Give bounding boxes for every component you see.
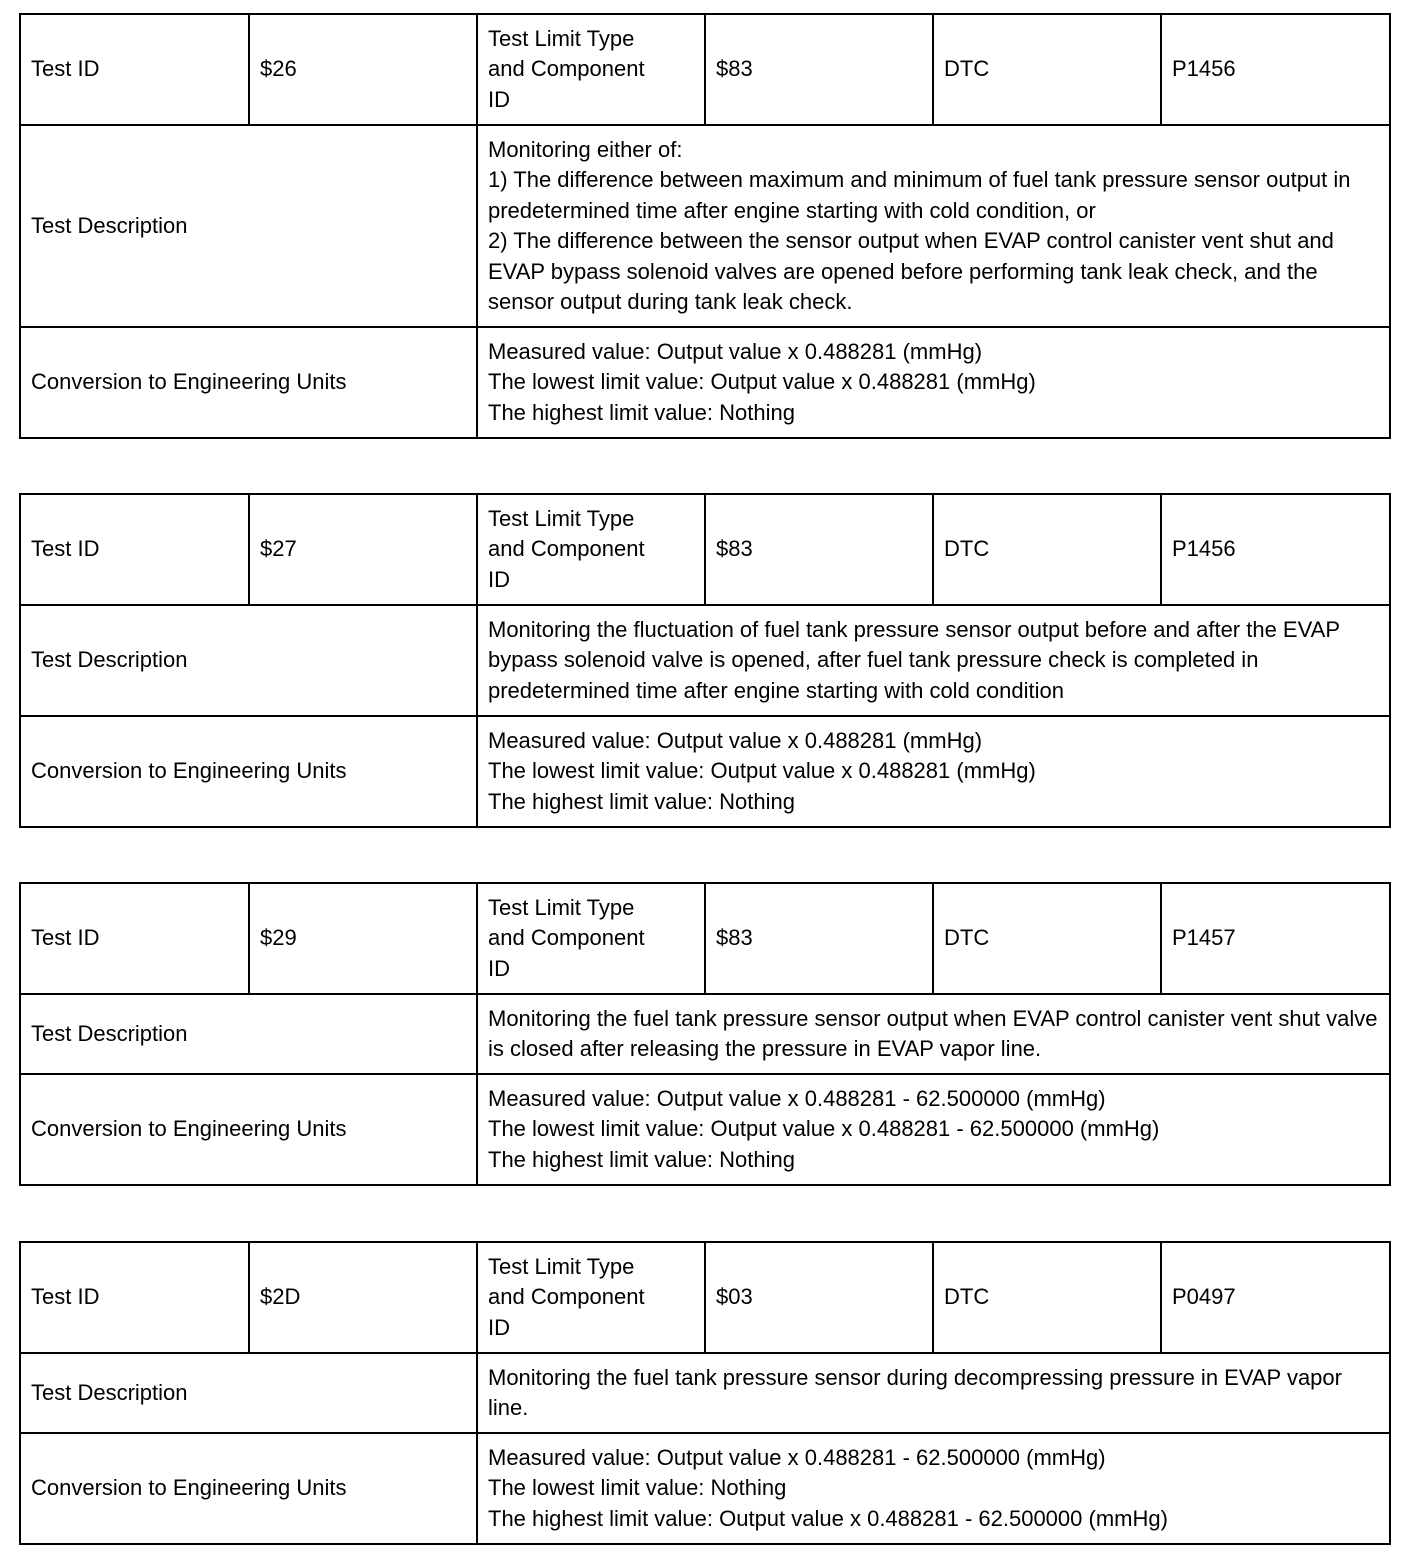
highest-limit-line: The highest limit value: Nothing: [488, 1146, 795, 1172]
dtc-label: DTC: [933, 883, 1161, 994]
description-row: [20, 605, 1390, 716]
test-id-value: $29: [249, 883, 477, 994]
conversion-label: Conversion to Engineering Units: [20, 716, 477, 827]
measured-value-line: Measured value: Output value x 0.488281 - 62.500000 (mmHg): [488, 1085, 1106, 1111]
limit-type-value: $83: [705, 14, 933, 125]
dtc-value: P1456: [1161, 14, 1390, 125]
test-id-value: $26: [249, 14, 477, 125]
limit-type-label: Test Limit Type and Component ID: [477, 494, 705, 605]
test-id-value: $2D: [249, 1242, 477, 1353]
conversion-value: [477, 716, 1390, 827]
limit-type-value: $83: [705, 883, 933, 994]
test-table-3: [19, 882, 1391, 1186]
test-description-value: Monitoring the fuel tank pressure sensor during decompressing pressure in EVAP vapor line.: [477, 1353, 1390, 1433]
header-row: [20, 1242, 1390, 1353]
test-table-1: [19, 13, 1391, 439]
description-row: [20, 1353, 1390, 1433]
limit-type-label: Test Limit Type and Component ID: [477, 1242, 705, 1353]
conversion-value: [477, 327, 1390, 438]
header-row: [20, 14, 1390, 125]
dtc-value: P1456: [1161, 494, 1390, 605]
test-id-value: $27: [249, 494, 477, 605]
test-description-label: Test Description: [20, 1353, 477, 1433]
highest-limit-line: The highest limit value: Nothing: [488, 788, 795, 814]
dtc-label: DTC: [933, 494, 1161, 605]
limit-type-label: Test Limit Type and Component ID: [477, 14, 705, 125]
conversion-label: Conversion to Engineering Units: [20, 1074, 477, 1185]
test-description-value: Monitoring either of: 1) The difference between maximum and minimum of fuel tank pressure sensor output in predetermined time after engine starting with cold condition, or 2) The difference between the sensor output when EVAP control canister vent shut and EVAP bypass solenoid valves are opened before performing tank leak check, and the sensor output during tank leak check.: [477, 125, 1390, 327]
limit-type-label: Test Limit Type and Component ID: [477, 883, 705, 994]
header-row: [20, 494, 1390, 605]
dtc-value: P1457: [1161, 883, 1390, 994]
test-description-value: Monitoring the fuel tank pressure sensor output when EVAP control canister vent shut valve is closed after releasing the pressure in EVAP vapor line.: [477, 994, 1390, 1074]
conversion-label: Conversion to Engineering Units: [20, 1433, 477, 1544]
measured-value-line: Measured value: Output value x 0.488281 - 62.500000 (mmHg): [488, 1444, 1106, 1470]
conversion-row: [20, 327, 1390, 438]
test-description-label: Test Description: [20, 994, 477, 1074]
measured-value-line: Measured value: Output value x 0.488281 (mmHg): [488, 727, 983, 753]
lowest-limit-line: The lowest limit value: Nothing: [488, 1475, 787, 1501]
conversion-row: [20, 716, 1390, 827]
test-description-label: Test Description: [20, 605, 477, 716]
test-table-4: [19, 1241, 1391, 1545]
measured-value-line: Measured value: Output value x 0.488281 (mmHg): [488, 338, 983, 364]
test-description-value: Monitoring the fluctuation of fuel tank pressure sensor output before and after the EVAP bypass solenoid valve is opened, after fuel tank pressure check is completed in predetermined time after engine starting with cold condition: [477, 605, 1390, 716]
test-id-label: Test ID: [20, 883, 249, 994]
test-id-label: Test ID: [20, 14, 249, 125]
limit-type-value: $03: [705, 1242, 933, 1353]
dtc-value: P0497: [1161, 1242, 1390, 1353]
conversion-value: [477, 1074, 1390, 1185]
dtc-label: DTC: [933, 14, 1161, 125]
highest-limit-line: The highest limit value: Output value x 0.488281 - 62.500000 (mmHg): [488, 1505, 1168, 1531]
lowest-limit-line: The lowest limit value: Output value x 0.488281 (mmHg): [488, 758, 1036, 784]
test-description-label: Test Description: [20, 125, 477, 327]
description-row: [20, 994, 1390, 1074]
lowest-limit-line: The lowest limit value: Output value x 0.488281 - 62.500000 (mmHg): [488, 1116, 1160, 1142]
highest-limit-line: The highest limit value: Nothing: [488, 399, 795, 425]
header-row: [20, 883, 1390, 994]
test-id-label: Test ID: [20, 1242, 249, 1353]
conversion-row: [20, 1433, 1390, 1544]
test-table-2: [19, 493, 1391, 828]
lowest-limit-line: The lowest limit value: Output value x 0.488281 (mmHg): [488, 369, 1036, 395]
limit-type-value: $83: [705, 494, 933, 605]
description-row: [20, 125, 1390, 327]
conversion-value: [477, 1433, 1390, 1544]
test-id-label: Test ID: [20, 494, 249, 605]
conversion-label: Conversion to Engineering Units: [20, 327, 477, 438]
conversion-row: [20, 1074, 1390, 1185]
dtc-label: DTC: [933, 1242, 1161, 1353]
